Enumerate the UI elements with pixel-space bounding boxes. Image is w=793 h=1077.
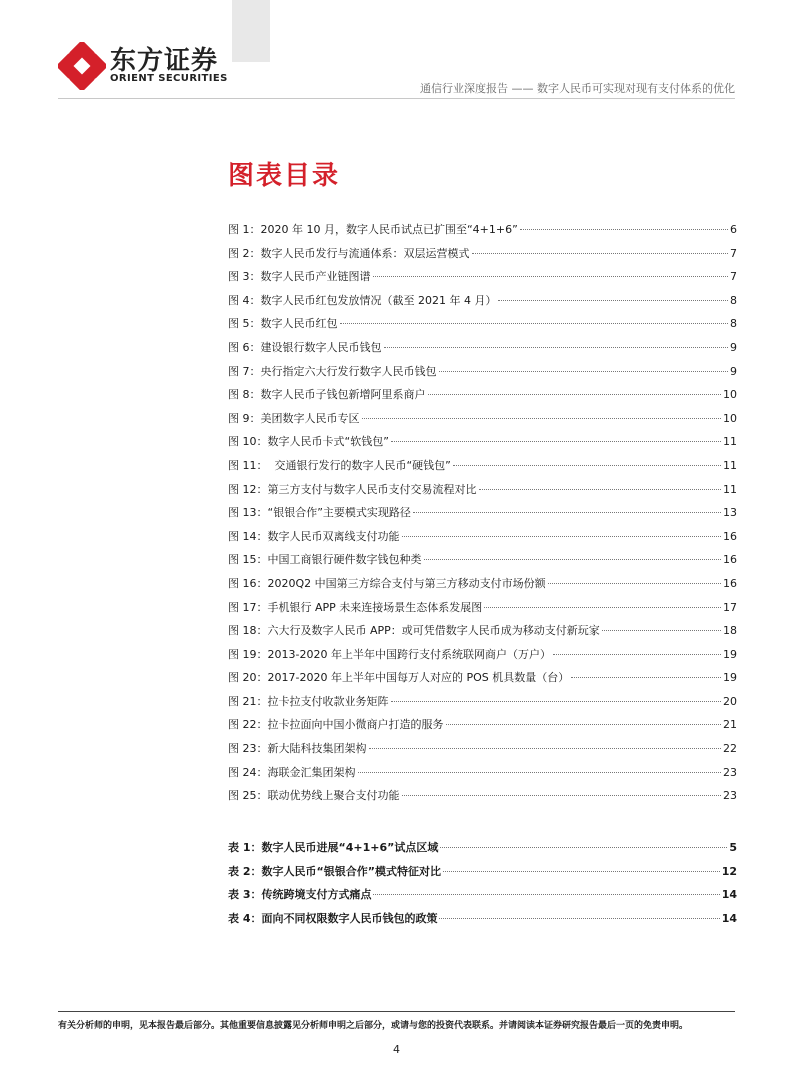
figure-toc-entry[interactable] (228, 693, 737, 717)
toc-leader-dots (440, 847, 727, 848)
toc-entry-label: 图 17：手机银行 APP 未来连接场景生态体系发展图 (228, 600, 483, 614)
header-decor-block (232, 0, 270, 62)
figure-toc-entry[interactable] (228, 410, 737, 434)
table-toc-entry[interactable] (228, 886, 737, 910)
toc-entry-page: 21 (723, 718, 737, 732)
toc-entry-label: 表 2：数字人民币“银银合作”模式特征对比 (228, 864, 441, 878)
figure-toc-entry[interactable] (228, 245, 737, 269)
toc-entry-label: 图 22：拉卡拉面向中国小微商户打造的服务 (228, 718, 444, 732)
figure-toc-entry[interactable] (228, 575, 737, 599)
toc-entry-page: 9 (730, 340, 737, 354)
figure-toc-entry[interactable] (228, 646, 737, 670)
toc-entry-page: 7 (730, 270, 737, 284)
orient-securities-logo-icon (58, 42, 106, 90)
toc-entry-page: 11 (723, 482, 737, 496)
figure-toc-entry[interactable] (228, 315, 737, 339)
brand-name-cn: 东方证券 (110, 46, 219, 76)
toc-leader-dots (479, 489, 722, 490)
toc-entry-page: 11 (723, 435, 737, 449)
toc-leader-dots (384, 347, 729, 348)
toc-entry-page: 9 (730, 364, 737, 378)
figure-toc-entry[interactable] (228, 339, 737, 363)
toc-entry-page: 8 (730, 293, 737, 307)
toc-leader-dots (443, 871, 720, 872)
toc-entry-label: 图 15：中国工商银行硬件数字钱包种类 (228, 553, 422, 567)
footer-divider (58, 1011, 735, 1012)
toc-leader-dots (369, 748, 722, 749)
toc-entry-page: 14 (721, 911, 737, 925)
toc-entry-label: 图 20：2017-2020 年上半年中国每万人对应的 POS 机具数量（台） (228, 671, 570, 685)
header-divider (58, 98, 735, 99)
toc-leader-dots (439, 918, 719, 919)
figure-toc-entry[interactable] (228, 740, 737, 764)
table-toc-entry[interactable] (228, 863, 737, 887)
toc-entry-label: 图 14：数字人民币双离线支付功能 (228, 529, 400, 543)
toc-entry-page: 19 (723, 647, 737, 661)
toc-entry-label: 图 25：联动优势线上聚合支付功能 (228, 789, 400, 803)
toc-entry-label: 图 5：数字人民币红包 (228, 317, 338, 331)
toc-entry-label: 图 11： 交通银行发行的数字人民币“硬钱包” (228, 458, 451, 472)
toc-leader-dots (413, 512, 721, 513)
toc-leader-dots (402, 536, 722, 537)
table-toc-entry[interactable] (228, 839, 737, 863)
toc-entry-label: 图 19：2013-2020 年上半年中国跨行支付系统联网商户（万户） (228, 647, 551, 661)
toc-entry-label: 图 7：央行指定六大行发行数字人民币钱包 (228, 364, 437, 378)
toc-leader-dots (472, 253, 729, 254)
figure-list (228, 221, 737, 811)
toc-leader-dots (484, 607, 721, 608)
figure-toc-entry[interactable] (228, 622, 737, 646)
toc-entry-label: 表 1：数字人民币进展“4+1+6”试点区域 (228, 841, 439, 854)
toc-leader-dots (340, 323, 729, 324)
figure-toc-entry[interactable] (228, 787, 737, 811)
figure-toc-entry[interactable] (228, 504, 737, 528)
figure-toc-entry[interactable] (228, 481, 737, 505)
toc-entry-page: 8 (730, 317, 737, 331)
brand-name-en: ORIENT SECURITIES (110, 73, 228, 84)
toc-entry-page: 16 (723, 529, 737, 543)
toc-leader-dots (391, 701, 722, 702)
toc-entry-label: 图 18：六大行及数字人民币 APP：或可凭借数字人民币成为移动支付新玩家 (228, 624, 600, 638)
toc-entry-page: 23 (723, 789, 737, 803)
page-number: 4 (393, 1043, 400, 1056)
toc-entry-page: 6 (730, 223, 737, 236)
toc-leader-dots (373, 276, 729, 277)
figure-toc-entry[interactable] (228, 716, 737, 740)
toc-entry-page: 14 (721, 888, 737, 902)
toc-entry-label: 图 13：“银银合作”主要模式实现路径 (228, 506, 411, 520)
toc-entry-label: 图 16：2020Q2 中国第三方综合支付与第三方移动支付市场份额 (228, 576, 546, 590)
toc-entry-label: 图 4：数字人民币红包发放情况（截至 2021 年 4 月） (228, 293, 497, 307)
toc-entry-label: 图 6：建设银行数字人民币钱包 (228, 340, 382, 354)
toc-leader-dots (446, 724, 722, 725)
toc-entry-page: 5 (729, 841, 737, 854)
figure-toc-entry[interactable] (228, 669, 737, 693)
toc-entry-page: 16 (723, 576, 737, 590)
toc-entry-page: 17 (723, 600, 737, 614)
figure-toc-entry[interactable] (228, 599, 737, 623)
toc-leader-dots (571, 677, 721, 678)
figure-toc-entry[interactable] (228, 292, 737, 316)
figure-toc-entry[interactable] (228, 551, 737, 575)
toc-entry-page: 13 (723, 506, 737, 520)
toc-leader-dots (453, 465, 721, 466)
toc-leader-dots (602, 630, 721, 631)
table-toc-entry[interactable] (228, 910, 737, 934)
figure-toc-entry[interactable] (228, 764, 737, 788)
toc-entry-page: 12 (721, 864, 737, 878)
toc-entry-label: 表 4：面向不同权限数字人民币钱包的政策 (228, 911, 438, 925)
table-list (228, 839, 737, 933)
toc-entry-page: 23 (723, 765, 737, 779)
toc-entry-label: 图 3：数字人民币产业链图谱 (228, 270, 371, 284)
toc-leader-dots (520, 229, 728, 230)
toc-entry-label: 图 12：第三方支付与数字人民币支付交易流程对比 (228, 482, 477, 496)
figure-toc-entry[interactable] (228, 433, 737, 457)
toc-entry-label: 图 1：2020 年 10 月，数字人民币试点已扩围至“4+1+6” (228, 223, 518, 236)
toc-leader-dots (391, 441, 721, 442)
toc-leader-dots (428, 394, 722, 395)
figure-toc-entry[interactable] (228, 386, 737, 410)
toc-entry-page: 19 (723, 671, 737, 685)
toc-entry-page: 18 (723, 624, 737, 638)
toc-entry-label: 图 8：数字人民币子钱包新增阿里系商户 (228, 388, 426, 402)
toc-entry-page: 20 (723, 694, 737, 708)
toc-entry-page: 11 (723, 458, 737, 472)
toc-entry-page: 10 (723, 388, 737, 402)
toc-entry-label: 图 21：拉卡拉支付收款业务矩阵 (228, 694, 389, 708)
toc-entry-label: 图 10：数字人民币卡式“软钱包” (228, 435, 389, 449)
report-header-title: 通信行业深度报告 —— 数字人民币可实现对现有支付体系的优化 (420, 82, 735, 95)
toc-leader-dots (439, 371, 729, 372)
toc-leader-dots (373, 894, 719, 895)
toc-leader-dots (424, 559, 722, 560)
toc-entry-page: 22 (723, 742, 737, 756)
toc-leader-dots (402, 795, 722, 796)
figure-toc-entry[interactable] (228, 457, 737, 481)
toc-leader-dots (548, 583, 721, 584)
toc-entry-label: 图 2：数字人民币发行与流通体系：双层运营模式 (228, 246, 470, 260)
toc-entry-label: 图 9：美团数字人民币专区 (228, 411, 360, 425)
toc-entry-page: 7 (730, 246, 737, 260)
toc-entry-page: 10 (723, 411, 737, 425)
figure-toc-entry[interactable] (228, 221, 737, 245)
toc-leader-dots (358, 772, 722, 773)
toc-entry-label: 图 24：海联金汇集团架构 (228, 765, 356, 779)
toc-leader-dots (362, 418, 722, 419)
figure-toc-entry[interactable] (228, 528, 737, 552)
figure-toc-entry[interactable] (228, 268, 737, 292)
page-title: 图表目录 (228, 161, 341, 191)
toc-leader-dots (553, 654, 721, 655)
footer-disclaimer: 有关分析师的申明，见本报告最后部分。其他重要信息披露见分析师申明之后部分，或请与您的投资代表联系。并请阅读本证券研究报告最后一页的免责申明。 (58, 1021, 689, 1031)
toc-entry-label: 图 23：新大陆科技集团架构 (228, 742, 367, 756)
figure-toc-entry[interactable] (228, 363, 737, 387)
toc-entry-label: 表 3：传统跨境支付方式痛点 (228, 888, 372, 902)
toc-entry-page: 16 (723, 553, 737, 567)
toc-leader-dots (498, 300, 728, 301)
